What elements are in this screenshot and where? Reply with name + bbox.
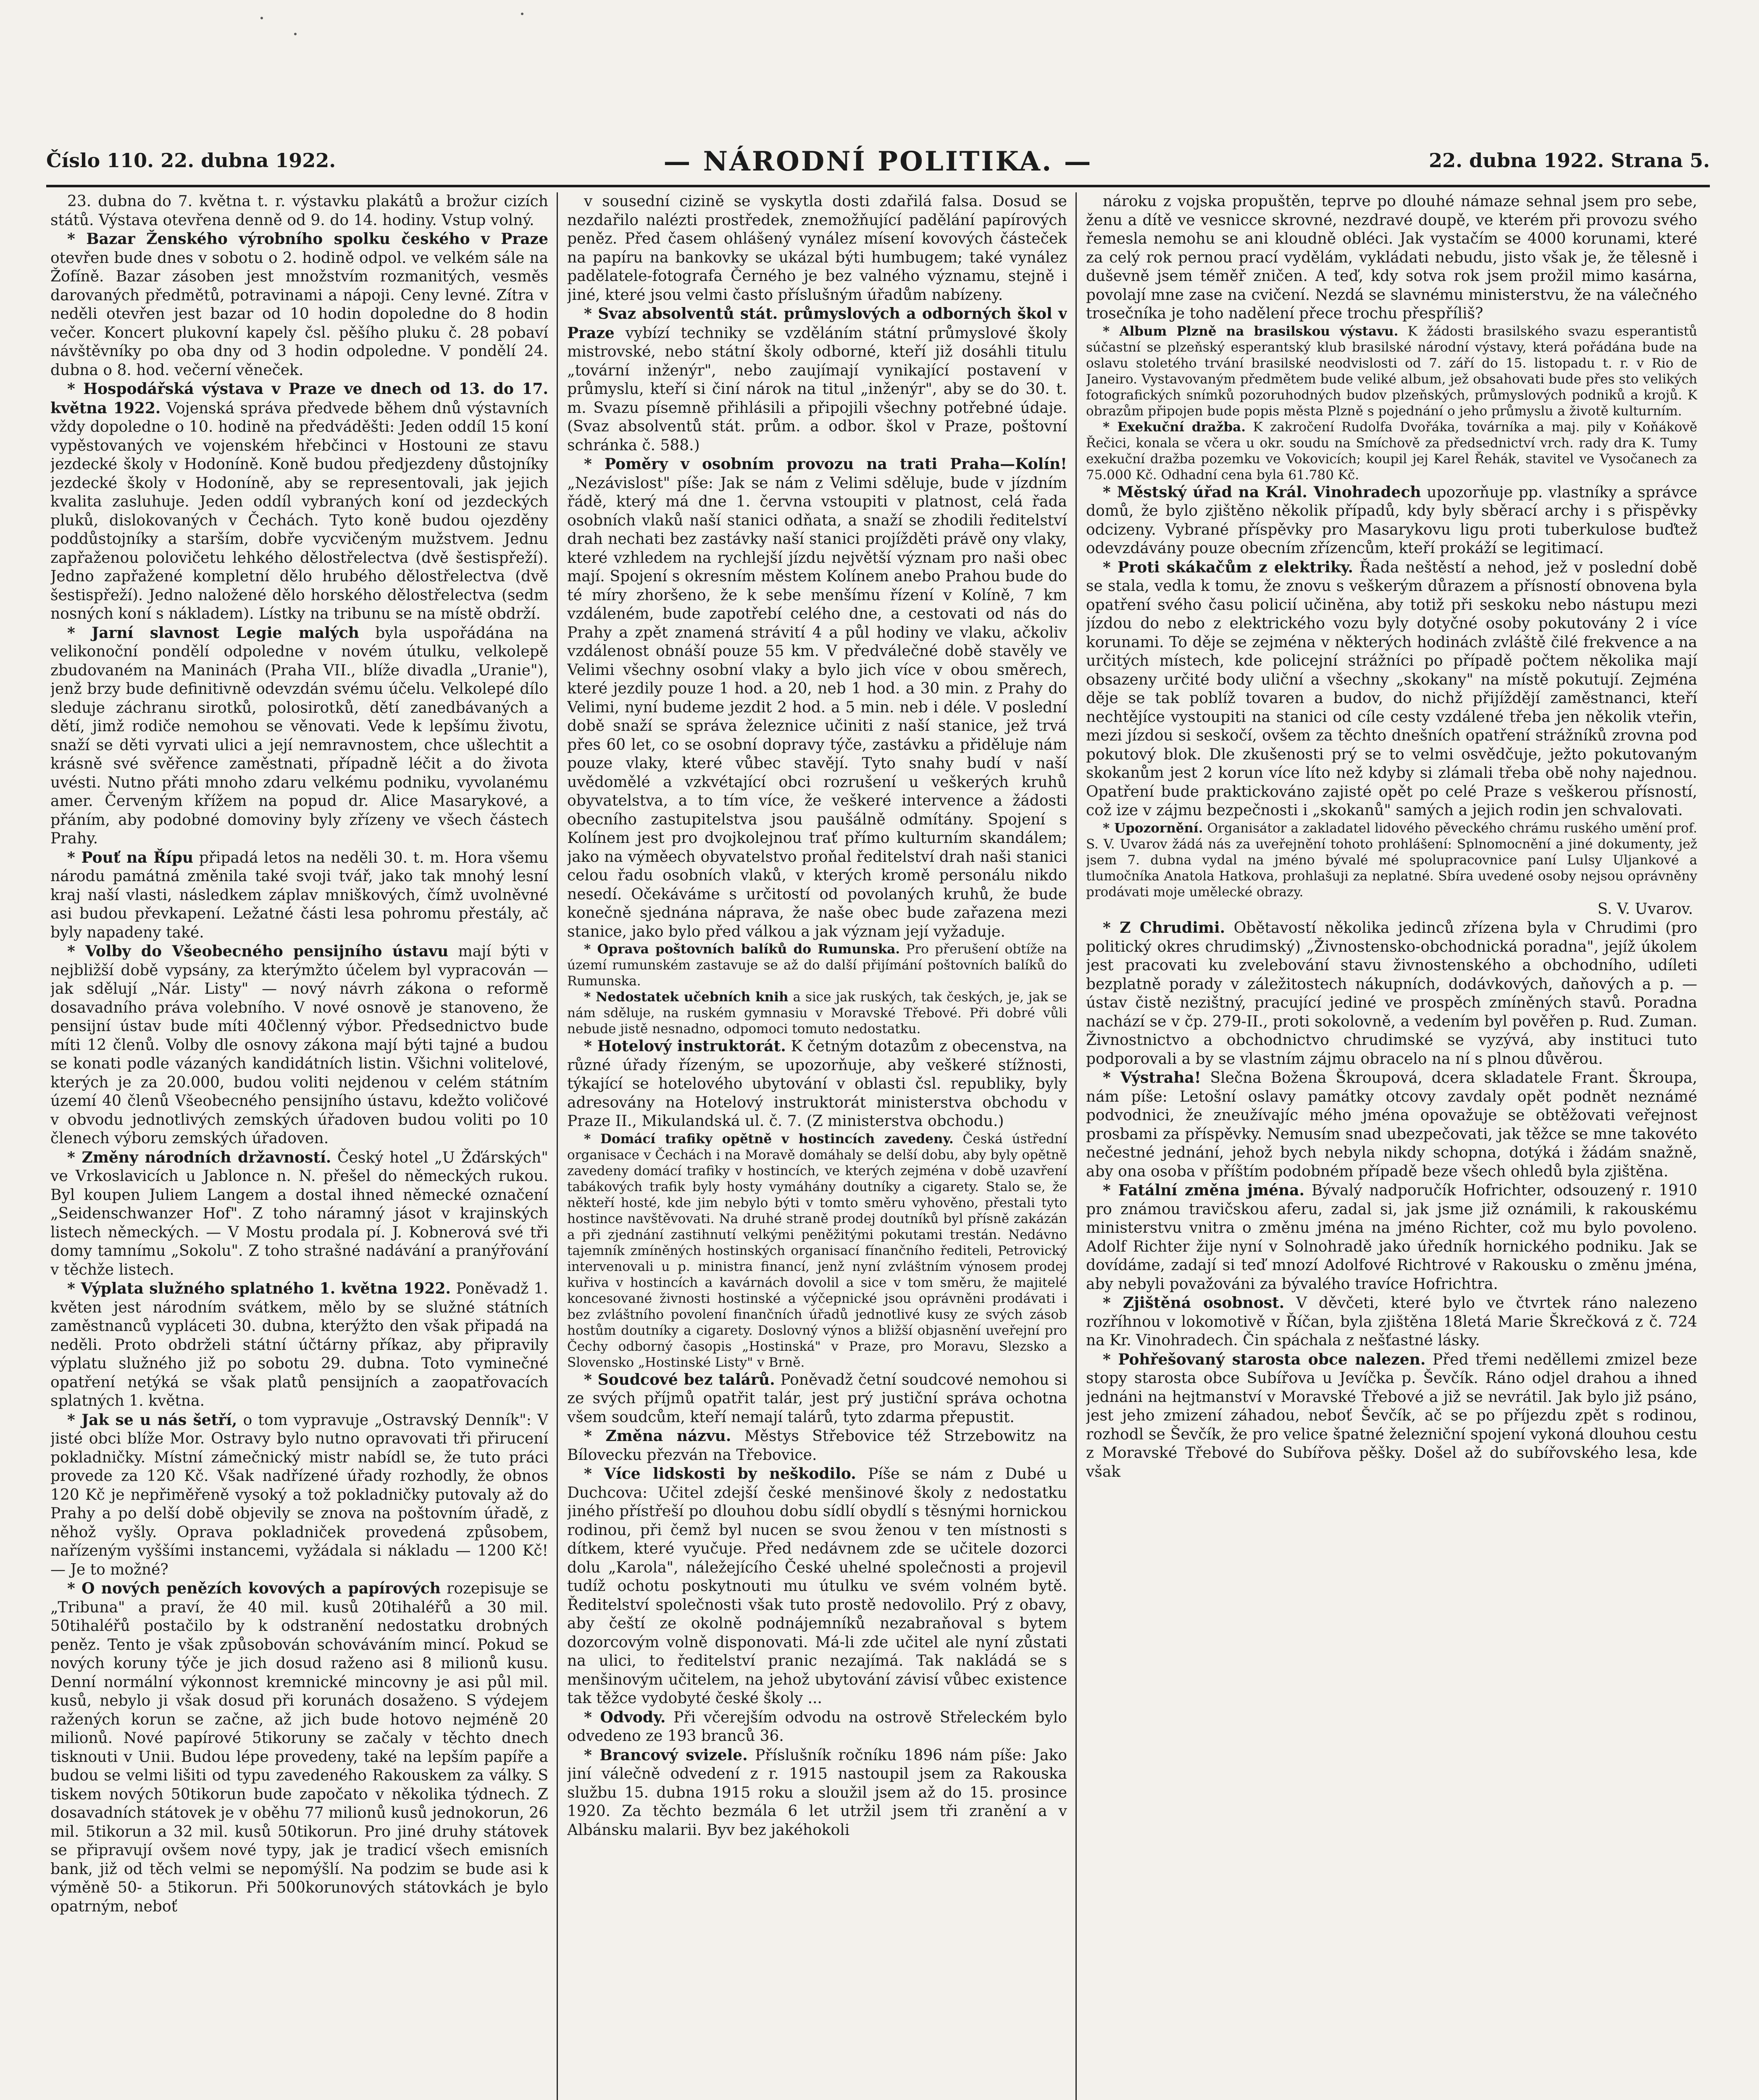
article <box>1086 919 1697 1068</box>
print-speck <box>294 33 297 35</box>
article <box>50 624 548 848</box>
article <box>50 230 548 380</box>
print-speck <box>521 13 523 15</box>
article-text: byla uspořádána na velikonoční pondělí odpoledne v novém útulku, velkolepě zbudovaném na Maninách (Praha VII., blíže divadla „Uranie"), jenž brzy bude definitivně odevzdán svému účelu. Velkolepé dílo sleduje záchranu sirotků, polosirotků, dětí zanedbávaných a dětí, jimž rodiče nemohou se věnovati. Vede k lepšímu životu, snaží se děti vyrvati ulici a její nemravnostem, chce ušlechtit a krásně své svěřence zaměstnati, případně léčit a do života uvésti. Nutno přáti mnoho zdaru velkému podniku, vyvolanému amer. Červeným křížem na popud dr. Alice Masarykové, a přáním, aby podobné domoviny byly zřízeny ve všech částech Prahy. <box>50 624 548 847</box>
article-text: Obětavostí několika jedinců zřízena byla v Chrudimi (pro politický okres chrudimský) „Živnostensko-obchodnická poradna", jejíž úkolem jest pracovati ku zvelebování stavu živnostenského a obchodního, udíleti bezplatně porady v záležitostech nákupních, dodávkových, daňových a p. — ústav čistě nezištný, pracující jediné ve prospěch zmíněných stavů. Poradna nachází se v čp. 279-II., proti sokolovně, a vedením byl pověřen p. Rud. Zuman. Živnostnictvo a obchodnictvo chrudimské se vyzývá, aby instituci tuto podporovali a by se vlastním zájmu obracelo na ní s plnou důvěrou. <box>1086 919 1697 1068</box>
article <box>567 1370 1067 1427</box>
article-headline: * Městský úřad na Král. Vinohradech <box>1103 483 1421 501</box>
article-headline: * Soudcové bez talárů. <box>584 1370 775 1389</box>
article-headline: * O nových penězích kovových a papírových <box>67 1580 441 1597</box>
article-headline: * Pohřešovaný starosta obce nalezen. <box>1103 1350 1426 1368</box>
article-text: „Nezávislost" píše: Jak se nám z Velimi sděluje, bude v jízdním řádě, který má dne 1. června vstoupiti v platnost, celá řada osobních vlaků naší stanici odňata, a snaží se zhodili ředitelství drah nechati bez zastávky naší stanici projížděti právě ony vlaky, které vzhledem na rychlejší jízdu největší význam pro naši obec mají. Spojení s okresním městem Kolínem anebo Prahou bude do té míry zhoršeno, že k sebe menšímu řízení v Kolíně, 7 km vzdáleném, bude zapotřebí celého dne, a cestovati od nás do Prahy a zpět znamená strávití 4 a půl hodiny ve vlaku, ačkoliv vzdálenost obnáší pouze 55 km. V předválečné době stavěly ve Velimi všechny osobní vlaky a bylo jich více v obou směrech, které jezdily pouze 1 hod. a 20, neb 1 hod. a 30 min. z Prahy do Velimi, nyní budeme jezdit 2 hod. a 5 min. neb i déle. V poslední době snaží se správa železnice učiniti z naší stanice, jež trvá přes 60 let, co se osobní dopravy týče, zastávku a přiděluje nám pouze vlaky, které vůbec stavějí. Tyto snahy budí v naší uvědomělé a vzkvétající obci rozrušení u veškerých kruhů obyvatelstva, a to tím více, že veškeré intervence a žádosti obecního zastupitelstva jsou paušálně odmítány. Spojení s Kolínem jest pro dvojkolejnou trať přímo kulturním skandálem; jako na výměech obyvatelstvo proňal ředitelství drah naši stanici celou řadu osobních vlaků, v kterých kromě personálu nikdo nesedí. Očekáváme s určitostí od povolaných kruhů, že bude konečně sjednána náprava, že naše obec bude zařazena mezi stanice, jako bylo před válkou a jak význam její vyžaduje. <box>567 474 1067 940</box>
issue-number-date: Číslo 110. 22. dubna 1922. <box>46 149 336 172</box>
article-text: Před třemi neděllemi zmizel beze stopy starosta obce Subířova u Jevíčka p. Ševčík. Ráno odjel drahou a ihned jednáni na hejtmanství v Moravské Třebové a již se nevrátil. Jak bylo již psáno, jest jeho zmizení záhadou, neboť Ševčík, ač se po příjezdu zpět s rodinou, rozhodl se Ševčík, že pro velice špatné železniční spojení vykoná dlouhou cestu z Moravské Třebové do Subířova pěšky. Došel až do subířovského lesa, kde však <box>1086 1351 1697 1480</box>
article-text: připadá letos na neděli 30. t. m. Hora všemu národu památná změnila také svoji tvář, jako tak mnohý lesní kraj naší vlasti, následkem záplav mniškových, čímž uvolněvné asi budou převkapení. Ležatné části lesa pohromu přestály, ač byly napadeny také. <box>50 849 548 941</box>
page-header <box>46 146 1710 178</box>
article <box>567 1131 1067 1370</box>
article <box>50 1148 548 1280</box>
article-headline: * Více lidskosti by neškodilo. <box>584 1465 856 1483</box>
article-headline: * Nedostatek učebních knih <box>584 990 789 1005</box>
article-text: Vojenská správa předvede během dnů výstavních vždy dopoledne o 10. hodině na předváděšti: Jeden oddíl 15 koní vypěstovaných ve vojenském hřebčinci v Hostouni ze stavu jezdecké školy v Hodoníně. Koně budou předjezdeny důstojníky jezdecké školy v Hodoníně, aby se representovali, jak jejich kvalita zasluhuje. Jeden oddíl vybraných koní od jezdeckých pluků, dislokovaných v Čechách. Tyto koně budou ojezděny poddůstojníky a starším, dobře vycvičeným mužstvem. Jednu zapřaženou polovičetu lehkého dělostřelectva (dvě šestispřeží). Jedno zapřažené kompletní dělo hrubého dělostřelectva (dvě šestispřeží). Jedno naložené dělo horského dělostřelectva (sedm nosných koní s nákladem). Lístky na tribunu se na místě obdrží. <box>50 399 548 622</box>
article-headline: * Bazar Ženského výrobního spolku českého v Praze <box>67 230 548 248</box>
article <box>567 192 1067 304</box>
article-headline: * Výstraha! <box>1103 1069 1201 1087</box>
column-1 <box>50 192 548 2100</box>
article <box>1086 419 1697 483</box>
article-headline: * Upozornění. <box>1103 820 1203 836</box>
article-headline: * Změna názvu. <box>584 1427 731 1445</box>
article <box>567 1427 1067 1465</box>
article <box>567 1465 1067 1708</box>
article <box>50 192 548 230</box>
article <box>1086 192 1697 323</box>
article <box>567 1037 1067 1131</box>
newspaper-title: — NÁRODNÍ POLITIKA. — <box>663 146 1093 177</box>
article-text: Pro přerušení obtíže na území rumunském zastavuje se až do další přijímání poštovních balíků do Rumunska. <box>567 942 1067 989</box>
article-headline: * Hospodářská výstava v Praze ve dnech od 13. do 17. května 1922. <box>50 380 548 417</box>
article <box>567 1746 1067 1840</box>
article-headline: * Výplata služného splatného 1. května 1922. <box>67 1280 451 1297</box>
article-headline: * Jak se u nás šetří, <box>67 1411 237 1429</box>
article-headline: * Oprava poštovních balíků do Rumunska. <box>584 942 900 957</box>
article-text: Při včerejším odvodu na ostrově Střeleckém bylo odvedeno ze 193 branců 36. <box>567 1709 1067 1745</box>
article-headline: * Poměry v osobním provozu na trati Praha—Kolín! <box>584 455 1067 473</box>
article-text: Poněvadž četní soudcové nemohou si ze svých příjmů opatřit talár, jest prý justiční správa ochotna všem soudcům, kteří nemají talárů, tyto zdarma přepustit. <box>567 1371 1067 1426</box>
article-text: otevřen bude dnes v sobotu o 2. hodině odpol. ve velkém sále na Žofíně. Bazar zásoben jest množstvím rozmanitých, vesměs darovaných předmětů, potravinami a nápoji. Ceny levné. Zítra v neděli otevřen jest bazar od 10 hodin dopoledne do 8 hodin večer. Koncert plukovní kapely čsl. pěšího pluku č. 28 pobaví návštěvníky po oba dny od 3 hodin odpoledne. V pondělí 24. dubna o 8. hod. večerní věneček. <box>50 249 548 379</box>
article-text: V děvčeti, které bylo ve čtvrtek ráno nalezeno rozříhnou v lokomotivě v Říčan, byla zjištěna 18letá Marie Škrečková z č. 724 na Kr. Vinohradech. Čin spáchala z nešťastné lásky. <box>1086 1294 1697 1349</box>
article-text: Městys Střebovice též Strzebowitz na Bílovecku přezván na Třebovice. <box>567 1428 1067 1464</box>
article-headline: * Exekuční dražba. <box>1103 419 1246 435</box>
article <box>567 304 1067 455</box>
article-text: K četným dotazům z obecenstva, na různé úřady řízeným, se upozorňuje, aby veškeré stížnosti, týkající se hotelového ubytování v oblasti čsl. republiky, byly adresovány na Hotelový instruktorát ministerstva obchodu v Praze II., Mikulandská ul. č. 7. (Z ministerstva obchodu.) <box>567 1038 1067 1130</box>
article-text: vybízí techniky se vzděláním státní průmyslové školy mistrovské, nebo státní školy odborné, kteří již dosáhli titulu „tovární inženýr", nebo zaujímají vynikající postavení v průmyslu, kteří si činí nárok na titul „inženýr", aby se do 30. t. m. Svazu písemně přihlásili a připojili všechny potřebné údaje. (Svaz absolventů stát. prům. a odbor. škol v Praze, poštovní schránka č. 588.) <box>567 324 1067 454</box>
article-text: Bývalý nadporučík Hofrichter, odsouzený r. 1910 pro známou travičskou aferu, zadal si, jak jsme již oznámili, k rakouskému ministerstvu vnitra o změnu jména na jméno Richter, což mu bylo povoleno. Adolf Richter žije nyní v Solnohradě jako úředník hornického podniku. Jak se dovídáme, zadají si teď mnozí Adolfové Richtrové v Rakousku o změnu jména, aby nebyli považováni za bývalého travíce Hofrichtra. <box>1086 1182 1697 1293</box>
article-text: upozorňuje pp. vlastníky a správce domů, že bylo zjištěno několik případů, kdy byly sběrací archy i s přispěvky odcizeny. Vybrané příspěvky pro Masarykovu ligu proti tuberkulose buďtež odevzdávány pouze obecním zřízencům, kteří prokáží se legitimací. <box>1086 483 1697 557</box>
article <box>50 380 548 624</box>
article-text: Organisátor a zakladatel lidového pěveckého chrámu ruského umění prof. S. V. Uvarov žádá nás za uveřejnění tohoto prohlášení: Splnomocnění a jiné dokumenty, jež jsem 7. dubna vydal na jméno bývalé mé spolupracovnice paní Lulsy Uljankové a tlumočníka Anatola Hatkova, prohlašuji za neplatné. Sbíra uvedené osoby nejsou oprávněny prodávati moje umělecké obrazy. <box>1086 820 1697 900</box>
article-headline: * Domácí trafiky opětně v hostincích zavedeny. <box>584 1131 954 1147</box>
article <box>50 1411 548 1580</box>
article <box>1086 1181 1697 1294</box>
column-3 <box>1086 192 1697 2100</box>
article-text: o tom vypravuje „Ostravský Denník": V jisté obci blíže Mor. Ostravy bylo nutno opravovati tři přirucení pokladničky. Místní zámečnický mistr nabídl se, že tuto práci provede za 120 Kč. Však nadřízené úřady rozhodly, že obnos 120 Kč je nepřiměřeně vysoký a tož pokladničky putovaly až do Prahy a po delší době objevily se znova na poštovním úřadě, z něhož vyšly. Oprava pokladniček provedená způsobem, nařízeným vyššími instancemi, vyžádala si nákladu — 1200 Kč! — Je to možné? <box>50 1411 548 1578</box>
article-headline: * Fatální změna jména. <box>1103 1181 1305 1199</box>
article <box>1086 323 1697 419</box>
article <box>567 989 1067 1037</box>
article <box>1086 820 1697 900</box>
article <box>1086 1068 1697 1181</box>
article-text: Píše se nám z Dubé u Duchcova: Učitel zdejší české menšinové školy z nedostatku jiného přístřeší po dlouhou dobu sídlí obydlí s těsnými hornickou rodinou, při čemž byl nucen se svou ženou v ten místnosti s dítkem, které vyučuje. Před nedávnem zde se učitele dozorci dolu „Karola", náležejícího České uhelné společnosti a projevil tudíž ochotu poskytnouti mu útulku ve svém volném bytě. Ředitelství společnosti však tuto prostě nedovolilo. Prý z obavy, aby čeští ze okolně podnájemníků nezabraňoval s bytem dozorcovým volně disponovati. Má-li zde učitel ale nyní zůstati na ulici, to ředitelství pranic nezajímá. Tak nakládá se s menšinovým učitelem, na jehož ubytování závisí vůbec existence tak těžce vydobyté české školy ... <box>567 1465 1067 1707</box>
article-text: Český hotel „U Žďárských" ve Vrkoslavicích u Jablonce n. N. přešel do německých rukou. Byl koupen Juliem Langem a dostal ihned německé označení „Seidenschwanzer Hof". Z toho náramný jásot v krajinských listech německých. — V Mostu prodala pí. J. Kobnerová své tři domy tamnímu „Sokolu". Z toho strašné nadávání a pranýřování v těchže listech. <box>50 1149 548 1278</box>
article-text: a sice jak ruských, tak českých, je, jak se nám sděluje, na ruském gymnasiu v Moravské Třebové. Při dobré vůli nebude jistě nesnadno, odpomoci tomuto nedostatku. <box>567 990 1067 1037</box>
article-headline: * Odvody. <box>584 1708 666 1726</box>
article-text: K žádosti brasilského svazu esperantistů súčastní se plzeňský esperantský klub brasilské národní výstavy, která pořádána bude na oslavu stoletého trvání brasilské neodvislosti od 7. září do 15. listopadu t. r. v Rio de Janeiro. Vystavovaným předmětem bude veliké album, jež obsahovati bude přes sto velikých fotografických snímků pozoruhodných budov plzeňských, průmyslových podniků a krojů. K obrazům připojen bude popis města Plzně s pojednání o jeho průmyslu a životě kulturním. <box>1086 323 1697 419</box>
article <box>1086 483 1697 558</box>
article <box>567 455 1067 941</box>
article-headline: * Brancový svizele. <box>584 1746 748 1764</box>
date-page-number: 22. dubna 1922. Strana 5. <box>1429 149 1710 172</box>
article-text: Řada neštěstí a nehod, jež v poslední době se stala, vedla k tomu, že znovu s veškerým důrazem a přísností obnovena byla opatření svého času policií učiněna, aby totiž při seskoku nebo nástupu mezi jízdou do nebo z elektrického vozu byly dotyčné osoby pokutovány 2 i více korunami. To děje se zejména v některých hodinách zvláště čilé frekvence a na určitých místech, kde policejní strážníci po případě počtem několika mají obsazeny určité body uliční a všechny „skokany" na místě pokutují. Zejména děje se tak poblíž tovaren a budov, do nichž přijíždějí zaměstnanci, kteří nechtějíce vystoupiti na stanici od cíle cesty vzdálené třeba jen několik vteřin, mezi jízdou si seskočí, ovšem za těchto dnešních opatření strážníků zrovna pod pokutový blok. Dle zkušenosti prý se to velmi osvědčuje, ježto pokutovaným skokanům jest 2 korun více líto než kdyby si zlámali třeba obě nohy najednou. Opatření bude praktickováno zajisté opět po celé Praze s veškerou přísností, což ize v zájmu bezpečnosti i „skokanů" samých a jejich rodin jen schvalovati. <box>1086 559 1697 819</box>
article <box>50 942 548 1148</box>
article-headline: * Album Plzně na brasilskou výstavu. <box>1103 323 1399 339</box>
article-text: v sousední cizině se vyskytla dosti zdařilá falsa. Dosud se nezdařilo nalézti prostředek, znemožňující padělání papírových peněz. Před časem ohlášený vynález mísení kovových částeček na papíru na bankovky se ukázal býti humbugem; také vynález padělatele-fotografa Černého je bez valného významu, stejně i jiné, které jsou velmi často příslušným úřadům nabízeny. <box>567 193 1067 304</box>
column-2 <box>567 192 1067 2100</box>
article <box>50 848 548 942</box>
article <box>1086 1294 1697 1350</box>
article-text: 23. dubna do 7. května t. r. výstavku plakátů a brožur cizích států. Výstava otevřena denně od 9. do 14. hodiny. Vstup volný. <box>50 193 548 229</box>
article <box>50 1579 548 1916</box>
article-headline: * Volby do Všeobecného pensijního ústavu <box>67 942 449 960</box>
article-text: mají býti v nejbližší době vypsány, za kterýmžto účelem byl vypracován — jak sdělují „Nár. Listy" — nový návrh zákona o reformě dosavadního práva volebního. V nové osnově je stanoveno, že pensijní ústav bude míti 40členný výbor. Předsednictvo bude míti 12 členů. Volby dle osnovy zákona mají býti tajné a budou se konati podle vázaných kandidátních listin. Všichni volitelové, kterých je za 20.000, budou voliti nejdenou v celém státním území 40 členů Všeobecného pensijního ústavu, kdežto voličové v obvodu jednotlivých zemských úřadoven budou voliti po 10 členech výboru zemských úřadoven. <box>50 943 548 1147</box>
column-divider <box>1075 192 1077 2100</box>
article-text: Slečna Božena Škroupová, dcera skladatele Frant. Škroupa, nám píše: Letošní oslavy památky otcovy zavdaly opět podnět neznámé podvodnici, že zneužívajíc mého jména opovažuje se obtěžovati veřejnost prosbami za příspěvky. Nemusím snad ubezpečovati, jak těžce se mne takovéto nečestné jednání, jehož bych nebyla nikdy schopna, dotýká i žádám snažně, aby ona osoba v příštím podobném případě beze všech ohledů byla zjištěna. <box>1086 1069 1697 1180</box>
article-text: Příslušník ročníku 1896 nám píše: Jako jiní válečně odvedení z r. 1915 nastoupil jsem za Rakouska službu 15. dubna 1915 roku a sloužil jsem až do 15. prosince 1920. Za těchto bezmála 6 let utržil jsem tři zranění a v Albánsku malarii. Byv bez jakéhokoli <box>567 1746 1067 1839</box>
article-headline: * Proti skákačům z elektriky. <box>1103 558 1353 576</box>
article-headline: * Hotelový instruktorát. <box>584 1037 786 1055</box>
print-speck <box>260 17 263 19</box>
article <box>1086 558 1697 820</box>
article-headline: * Jarní slavnost Legie malých <box>67 624 359 642</box>
article-signature: S. V. Uvarov. <box>1597 900 1693 918</box>
article-text: Poněvadž 1. květen jest národním svátkem, mělo by se služné státních zaměstnanců vypláceti 30. dubna, kterýžto den však připadá na neděli. Proto obdrželi státní účtárny příkaz, aby připravily výplatu služného již po sobotu 29. dubna. Toto vyminečné opatření netýká se však platů pensijních a zaopatřovacích splatných 1. května. <box>50 1280 548 1410</box>
article-text: nároku z vojska propuštěn, teprve po dlouhé námaze sehnal jsem pro sebe, ženu a dítě ve vesnicce skrovné, nezdravé doupě, ve kterém při provozu svého řemesla nemohu se ani kloudně obléci. Jak vystačím se 4000 korunami, které za celý rok pernou prací vydělám, vykládati nebudu, jisto však je, že tělesně i duševně jsem téměř zničen. A teď, kdy sotva rok jsem prožil mimo kasárna, povolají mne zase na cvičení. Nezdá se slavnému ministerstvu, že na válečného trosečníka je toho nadělení přece trochu přespříliš? <box>1086 193 1697 322</box>
column-divider <box>557 192 558 2100</box>
article-text: rozepisuje se „Tribuna" a praví, že 40 mil. kusů 20tihaléřů a 30 mil. 50tihaléřů postačilo by k odstranění nedostatku drobných peněz. Tento je však způsobován schováváním mincí. Pokud se nových koruny týče je jich dosud raženo asi 8 milionů kusu. Denní normální výkonnost kremnické mincovny je asi půl mil. kusů, nebylo ji však dosud při korunách dosaženo. S výdejem ražených korun se začne, až jich bude hotovo nejméně 20 milionů. Nové papírové 5tikoruny se začaly v těchto dnech tisknouti v Unii. Budou lépe provedeny, také na lepším papíře a budou se velmi lišiti od typu zavedeného Rakouskem za války. S tiskem nových 50tikorun bude započato v několika týdnech. Z dosavadních státovek je v oběhu 77 milionů kusů jednokorun, 26 mil. 5tikorun a 32 mil. kusů 50tikorun. Pro jiné druhy státovek se připravují ovšem nové typy, jak je tradicí všech emisních bank, již od těch velmi se nepomýšlí. Na podzim se bude asi k výměně 50- a 5tikorun. Při 500korunových státovkách je bylo opatrným, neboť <box>50 1580 548 1915</box>
article-headline: * Změny národních državností. <box>67 1148 331 1166</box>
article-headline: * Zjištěná osobnost. <box>1103 1294 1285 1312</box>
article-headline: * Pouť na Řípu <box>67 848 194 866</box>
article-headline: * Z Chrudimi. <box>1103 919 1225 937</box>
article-headline: * Svaz absolventů stát. průmyslových a odborných škol v Praze <box>567 305 1067 342</box>
article-text: Česká ústřední organisace v Čechách i na Moravě domáhaly se delší dobu, aby byly opětně zavedeny domácí trafiky v hostincích, ve kterých zejména v době uzavření tabákových trafik byly hosty vymáhány doutníky a cigarety. Stalo se, že někteří hosté, kde jim nebylo býti v tomto směru vyhověno, přestali tyto hostince navštěvovati. Na druhé straně prodej doutníků byl přísně zakázán a při zjednání zastihnutí velkými peněžitými pokutami trestán. Nedávno tajemník zmíněných hostinských organisací fínančního řediteli, Petrovický intervenovali u p. ministra financí, jenž nyní zvláštním výnosem prodej kuřiva v hostincích a kavárnách dovolil a sice v tom směru, že majitelé koncesované živnosti hostinské a výčepnické jsou oprávněni prodávati i bez zvláštního povolení finančních úřadů jednotlivé kusy ze svých zásob hostům doutníky a cigarety. Doslovný výnos a bližší objasnění uveřejní pro Čechy odborný časopis „Hostinská" v Praze, pro Moravu, Slezsko a Slovensko „Hostinské Listy" v Brně. <box>567 1131 1067 1370</box>
header-rule <box>46 185 1710 187</box>
article <box>567 941 1067 989</box>
article-text: K zakročení Rudolfa Dvořáka, továrníka a maj. pily v Koňákově Řečici, konala se včera u okr. soudu na Smíchově za předsednictví vrch. rady dra K. Tumy exekuční dražba pozemku ve Vokovicích; koupil jej Karel Řehák, stavitel ve Vysočanech za 75.000 Kč. Odhadní cena byla 61.780 Kč. <box>1086 419 1697 483</box>
article <box>1086 1350 1697 1482</box>
article <box>50 1279 548 1411</box>
article <box>567 1708 1067 1746</box>
